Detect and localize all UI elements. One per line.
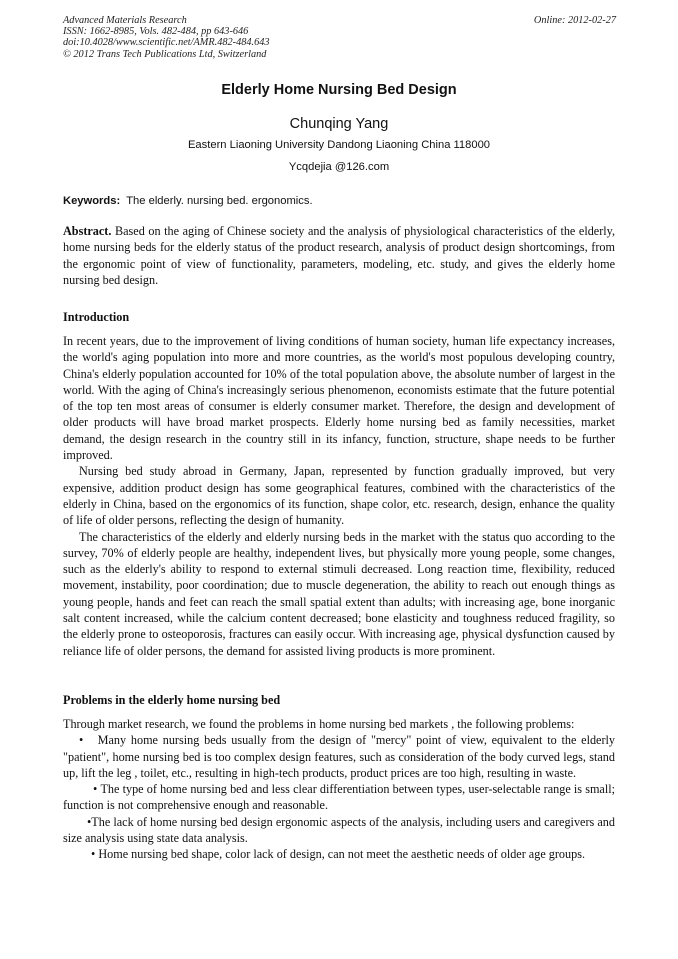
bullet-item bbox=[63, 814, 615, 847]
bullet-icon: • bbox=[91, 847, 96, 862]
problems-heading: Problems in the elderly home nursing bed bbox=[63, 693, 281, 707]
bullet-item bbox=[63, 846, 615, 862]
journal-header bbox=[63, 15, 270, 60]
introduction-section bbox=[63, 333, 615, 659]
paper-title: Elderly Home Nursing Bed Design bbox=[221, 82, 457, 98]
abstract-label: Abstract. bbox=[63, 224, 112, 238]
bullet-icon: • bbox=[93, 782, 98, 797]
copyright-line: © 2012 Trans Tech Publications Ltd, Switzerland bbox=[63, 48, 267, 60]
bullet-text: Many home nursing beds usually from the design of "mercy" point of view, equivalent to the elderly "patient", home nursing bed is too complex design features, such as consideration of the body curved legs, stand up, lift the leg , toilet, etc., resulting in high-tech products, product prices are too high, resulting in waste. bbox=[63, 733, 615, 780]
bullet-item bbox=[63, 732, 615, 781]
author-email: Ycqdejia @126.com bbox=[288, 161, 390, 173]
journal-name: Advanced Materials Research bbox=[63, 15, 187, 26]
author-name: Chunqing Yang bbox=[289, 116, 389, 132]
author-affiliation: Eastern Liaoning University Dandong Liaoning China 118000 bbox=[187, 139, 491, 151]
abstract-text: Based on the aging of Chinese society and the analysis of physiological characteristics of the elderly, home nursing beds for the elderly status of the product research, analysis of product design shortcomings, from the ergonomic point of view of functionality, parameters, modeling, etc. study, and gives the elderly home nursing bed design. bbox=[63, 224, 616, 287]
bullet-item bbox=[63, 781, 615, 814]
introduction-heading: Introduction bbox=[63, 310, 130, 324]
bullet-text: The type of home nursing bed and less clear differentiation between types, user-selectable range is small; function is not comprehensive enough and reasonable. bbox=[63, 782, 615, 813]
keywords-label: Keywords: bbox=[63, 195, 121, 207]
bullet-icon: • bbox=[79, 733, 84, 748]
intro-paragraph-1: In recent years, due to the improvement of living conditions of human society, human life expectancy increases, the world's aging population into more and more countries, as the world's most populous developing country, China's elderly population accounted for 10% of the total population above, the absolute number of largest in the world. With the aging of China's increasingly serious phenomenon, economists estimate that the future potential of the top ten most areas of consumer is elderly consumer market. Therefore, the design and development of older products will have broad market prospects. Elderly home nursing bed as family necessities, market demand, the design research in the country still in its infancy, function, structure, shape needs to be further improved. bbox=[63, 334, 615, 463]
keywords-text: The elderly. nursing bed. ergonomics. bbox=[126, 195, 313, 207]
problems-intro: Through market research, we found the problems in home nursing bed markets , the following problems: bbox=[63, 717, 575, 731]
issn-line: ISSN: 1662-8985, Vols. 482-484, pp 643-646 bbox=[63, 26, 249, 38]
doi-line: doi:10.4028/www.scientific.net/AMR.482-484.643 bbox=[63, 37, 270, 49]
intro-paragraph-3: The characteristics of the elderly and elderly nursing beds in the market with the status quo according to the survey, 70% of elderly people are healthy, independent lives, but physically more young people, some changes, such as the elderly's ability to respond to external stimuli decreased. Long reaction time, flexibility, reduced movement, instability, poor coordination; due to muscle degeneration, the ability to reach out enough things as young people, hands and feet can reach the small spatial extent than adults; with increasing age, bone inorganic salt content increased, while the calcium content decreased; bone elasticity and toughness reduced fragility, so the elderly prone to osteoporosis, fractures can easily occur. With increasing age, physical dysfunction caused by reliance life of older persons, the demand for assisted living products is more prominent. bbox=[63, 529, 615, 658]
bullet-icon: • bbox=[87, 814, 92, 829]
abstract bbox=[63, 223, 615, 288]
bullet-text: Home nursing bed shape, color lack of design, can not meet the aesthetic needs of older age groups. bbox=[98, 847, 585, 862]
problems-section bbox=[63, 716, 615, 863]
intro-paragraph-2: Nursing bed study abroad in Germany, Japan, represented by function gradually improved, but very expensive, addition product design has some geographical features, combined with the characteristics of the elderly in China, based on the ergonomics of its function, shape color, etc. research, design, enhance the quality of life of older persons, reflecting the design of humanity. bbox=[63, 464, 615, 528]
keywords bbox=[63, 195, 313, 207]
online-date: Online: 2012-02-27 bbox=[533, 15, 616, 26]
bullet-text: The lack of home nursing bed design ergonomic aspects of the analysis, including users and caregivers and size analysis using state data analysis. bbox=[63, 814, 615, 846]
